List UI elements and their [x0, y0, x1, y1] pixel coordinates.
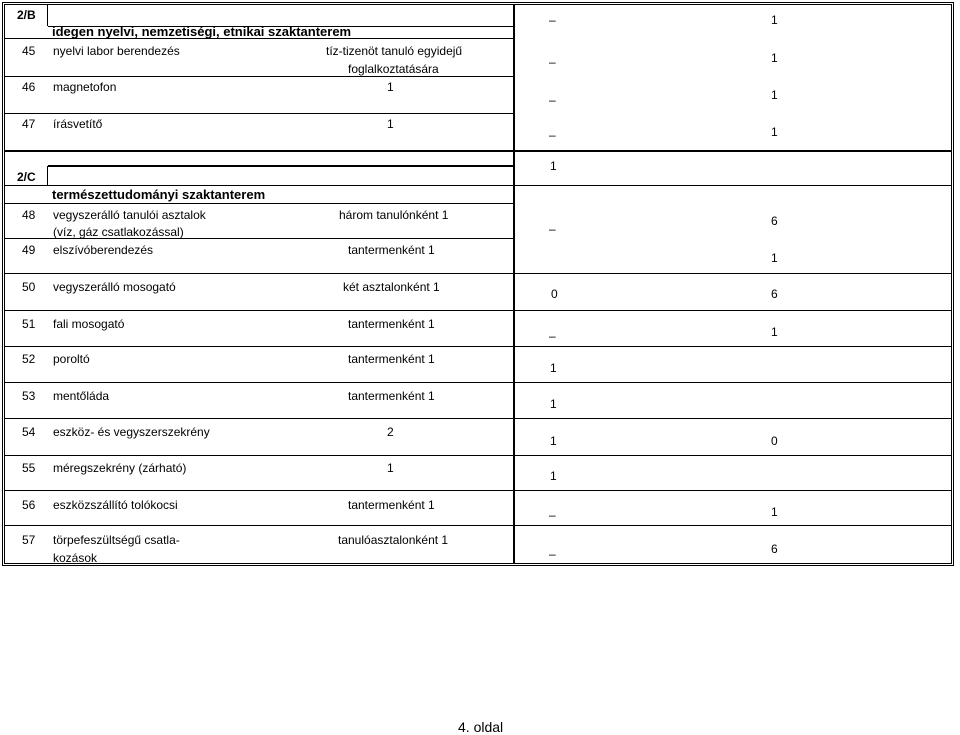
col-divider [513, 5, 515, 563]
item-name: törpefeszültségű csatla- [53, 533, 180, 547]
row-number: 49 [22, 243, 36, 257]
value-cell: – [549, 93, 556, 107]
item-quantity: tantermenként 1 [348, 352, 435, 366]
item-quantity: foglalkoztatására [348, 62, 439, 76]
item-quantity: tantermenként 1 [348, 498, 435, 512]
value-cell: 1 [771, 251, 778, 265]
row-number: 52 [22, 352, 36, 366]
item-name: nyelvi labor berendezés [53, 44, 180, 58]
value-cell: 1 [771, 325, 778, 339]
item-quantity: tantermenként 1 [348, 389, 435, 403]
value-cell: 1 [771, 51, 778, 65]
row-divider [5, 113, 513, 114]
item-name: írásvetítő [53, 117, 103, 131]
row-divider [5, 490, 951, 491]
item-quantity: két asztalonként 1 [343, 280, 440, 294]
row-divider [5, 185, 951, 186]
value-cell: 1 [550, 434, 557, 448]
value-cell: – [549, 508, 556, 522]
value-cell: 0 [771, 434, 778, 448]
value-cell: 6 [771, 214, 778, 228]
row-number: 48 [22, 208, 36, 222]
row-divider [5, 455, 951, 456]
row-divider [5, 382, 951, 383]
row-number: 51 [22, 317, 36, 331]
col-divider [47, 5, 48, 26]
row-number: 57 [22, 533, 36, 547]
row-number: 50 [22, 280, 36, 294]
item-quantity: tantermenként 1 [348, 243, 435, 257]
row-divider [5, 418, 951, 419]
row-divider [5, 203, 513, 204]
value-cell: 1 [771, 88, 778, 102]
section-divider [48, 165, 513, 167]
value-cell: 6 [771, 542, 778, 556]
row-divider [5, 76, 513, 77]
row-number: 55 [22, 461, 36, 475]
value-cell: – [549, 128, 556, 142]
value-cell: 1 [550, 469, 557, 483]
section-title: idegen nyelvi, nemzetiségi, etnikai szaktanterem [52, 24, 352, 39]
value-cell: 1 [771, 13, 778, 27]
row-number: 45 [22, 44, 36, 58]
row-number: 54 [22, 425, 36, 439]
item-name: magnetofon [53, 80, 117, 94]
value-cell: 1 [771, 125, 778, 139]
col-divider [47, 166, 48, 185]
item-name: mentőláda [53, 389, 110, 403]
item-quantity: tantermenként 1 [348, 317, 435, 331]
item-name: eszköz- és vegyszerszekrény [53, 425, 210, 439]
item-quantity: 1 [387, 461, 394, 475]
row-number: 46 [22, 80, 36, 94]
value-cell: – [549, 222, 556, 236]
value-cell: – [549, 547, 556, 561]
value-cell: – [549, 329, 556, 343]
value-cell: 1 [550, 159, 557, 173]
row-divider [5, 310, 951, 311]
value-cell: 1 [550, 361, 557, 375]
item-quantity: 1 [387, 117, 394, 131]
item-quantity: tanulóasztalonként 1 [338, 533, 449, 547]
item-name: kozások [53, 551, 98, 565]
row-divider [5, 346, 951, 347]
item-quantity: 1 [387, 80, 394, 94]
section-code: 2/B [17, 8, 36, 22]
item-name: vegyszerálló mosogató [53, 280, 176, 294]
item-name: fali mosogató [53, 317, 125, 331]
item-name: méregszekrény (zárható) [53, 461, 187, 475]
item-name: vegyszerálló tanulói asztalok [53, 208, 206, 222]
row-number: 47 [22, 117, 36, 131]
item-name: (víz, gáz csatlakozással) [53, 225, 184, 239]
item-name: poroltó [53, 352, 90, 366]
value-cell: 0 [551, 287, 558, 301]
row-number: 56 [22, 498, 36, 512]
page-number: 4. oldal [458, 719, 504, 735]
item-name: eszközszállító tolókocsi [53, 498, 178, 512]
section-divider [5, 150, 951, 152]
row-divider [5, 525, 951, 526]
item-name: elszívóberendezés [53, 243, 154, 257]
value-cell: 1 [550, 397, 557, 411]
value-cell: – [549, 13, 556, 27]
item-quantity: 2 [387, 425, 394, 439]
row-number: 53 [22, 389, 36, 403]
value-cell: – [549, 55, 556, 69]
section-code: 2/C [17, 170, 36, 184]
value-cell: 6 [771, 287, 778, 301]
item-quantity: tíz-tizenöt tanuló egyidejű [326, 44, 463, 58]
row-divider [5, 273, 951, 274]
item-quantity: három tanulónként 1 [339, 208, 449, 222]
value-cell: 1 [771, 505, 778, 519]
section-title: természettudományi szaktanterem [52, 187, 266, 202]
